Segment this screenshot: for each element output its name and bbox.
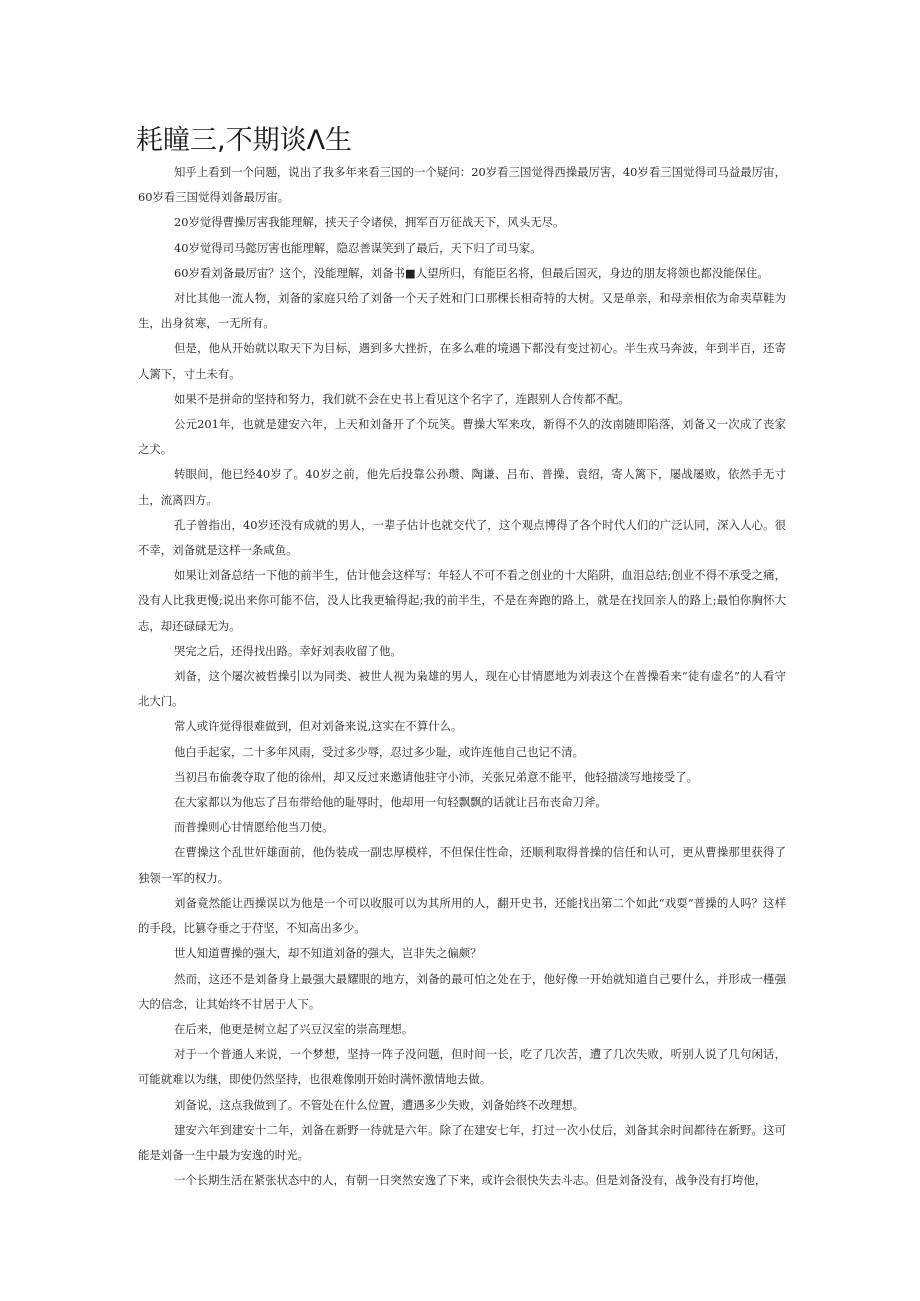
paragraph: 但是，他从开始就以取天下为目标，遇到多大挫折，在多么难的境遇下都没有变过初心。半生戎马奔波，年到半百，还寄人篱下，寸土未有。 [138,341,786,381]
paragraph: 20岁觉得曹操厉害我能理解，挟天子令诸侯，拥军百万征战天下，风头无尽。 [174,215,565,230]
paragraph: 刘备说，这点我做到了。不管处在什么位置，遭遇多少失败，刘备始终不改理想。 [174,1097,585,1112]
paragraph: 公元201年，也就是建安六年，上天和刘备开了个玩笑。曹操大军来攻，新得不久的汝南随即陷落，刘备又一次成了丧家之犬。 [138,417,786,457]
paragraph: 60岁看刘备最厉宙？这个，没能理解，刘备书■人望所归，有能臣名将，但最后国灭，身边的朋友将领也都没能保住。 [174,265,769,280]
document-body [138,160,786,1193]
paragraph: 对于一个普通人来说，一个梦想，坚持一阵子没问题，但时间一长，吃了几次苦，遭了几次失败，听别人说了几句闲话，可能就难以为继，即使仍然坚持，也很难像刚开始时满怀激情地去做。 [138,1047,786,1087]
document-title: 耗瞳三,不期谈Λ生 [136,125,353,156]
paragraph: 对比其他一流人物，刘备的家庭只给了刘备一个天子姓和门口那棵长相奇特的大树。又是单亲，和母亲相依为命卖草鞋为生，出身贫寒，一无所有。 [138,291,786,331]
paragraph: 孔子曾指出，40岁还没有成就的男人，一辈子估计也就交代了，这个观点博得了各个时代人们的广泛认同，深入人心。很不幸，刘备就是这样一条咸鱼。 [138,517,786,558]
paragraph: 当初吕布偷袭夺取了他的徐州，却又反过来邀请他驻守小沛，关张兄弟意不能平，他轻描淡写地接受了。 [174,769,698,784]
paragraph: 如果不是拼命的坚持和努力，我们就不会在史书上看见这个名字了，连跟别人合传都不配。 [174,391,630,406]
paragraph: 刘备，这个屡次被哲操引以为同类、被世人视为枭雄的男人，现在心甘情愿地为刘表这个在普操看来“徒有虚名”的人看守北大门。 [138,669,786,709]
paragraph: 在曹操这个乱世奸雄面前，他伪装成一副忠厚模样，不但保住性命，还顺利取得普操的信任和认可，更从曹操那里获得了独领一军的权力。 [138,845,786,885]
paragraph: 世人知道曹操的强大，却不知道刘备的强大，岂非失之偏颇？ [174,946,482,961]
paragraph: 转眼间，他已经40岁了。40岁之前，他先后投靠公孙瓒、陶谦、吕布、普操、袁绍，寄人篱下，屡战屡败，依然手无寸土，流离四方。 [138,467,786,507]
paragraph: 一个长期生活在紧张状态中的人，有朝一日突然安逸了下来，或许会很快失去斗志。但是刘备没有，战争没有打垮他， [174,1173,767,1188]
paragraph: 在后来，他更是树立起了兴豆汉室的崇高理想。 [174,1021,414,1036]
paragraph: 在大家都以为他忘了吕布带给他的耻辱时，他却用一句轻飘飘的话就让吕布丧命刀斧。 [174,795,607,810]
paragraph: 他白手起家，二十多年风雨，受过多少辱，忍过多少耻，或许连他自己也记不清。 [174,744,585,759]
paragraph: 然而，这还不是刘备身上最强大最耀眼的地方，刘备的最可怕之处在于，他好像一开始就知道自己要什么，并形成一槿强大的信念，让其始终不甘居于人下。 [138,971,786,1011]
paragraph: 常人或许觉得很难做到，但对刘备来说,这实在不算什么。 [174,719,463,734]
paragraph: 40岁觉得司马懿厉害也能理解，隐忍善谋笑到了最后，天下归了司马家。 [174,240,542,255]
paragraph: 建安六年到建安十二年，刘备在新野一待就是六年。除了在建安七年，打过一次小仗后，刘备其余时间都待在新野。这可能是刘备一生中最为安逸的时光。 [138,1122,786,1162]
paragraph: 如果让刘备总结一下他的前半生，估计他会这样写：年轻人不可不看之创业的十大陷阱，血泪总结;创业不得不承受之痛，没有人比我更慢;说出来你可能不信，没人比我更输得起;我的前半生，不是在奔跑的路上，就是在找回亲人的路上;最怕你胸怀大志，却还碌碌无为。 [138,568,786,633]
paragraph: 知乎上看到一个问题，说出了我多年来看三国的一个疑问：20岁看三国觉得西操最厉害，40岁看三国觉得司马益最厉宙，60岁看三国觉得刘备最厉宙。 [138,165,786,205]
paragraph: 哭完之后，还得找出路。幸好刘表收留了他。 [174,643,402,658]
paragraph: 刘备竟然能让西操误以为他是一个可以收服可以为其所用的人，翻开史书，还能找出第二个如此“戏耍”普操的人吗？这样的手段，比篡夺垂之于苻坚，不知高出多少。 [138,895,786,936]
paragraph: 而普操则心甘情愿给他当刀使。 [174,820,334,835]
